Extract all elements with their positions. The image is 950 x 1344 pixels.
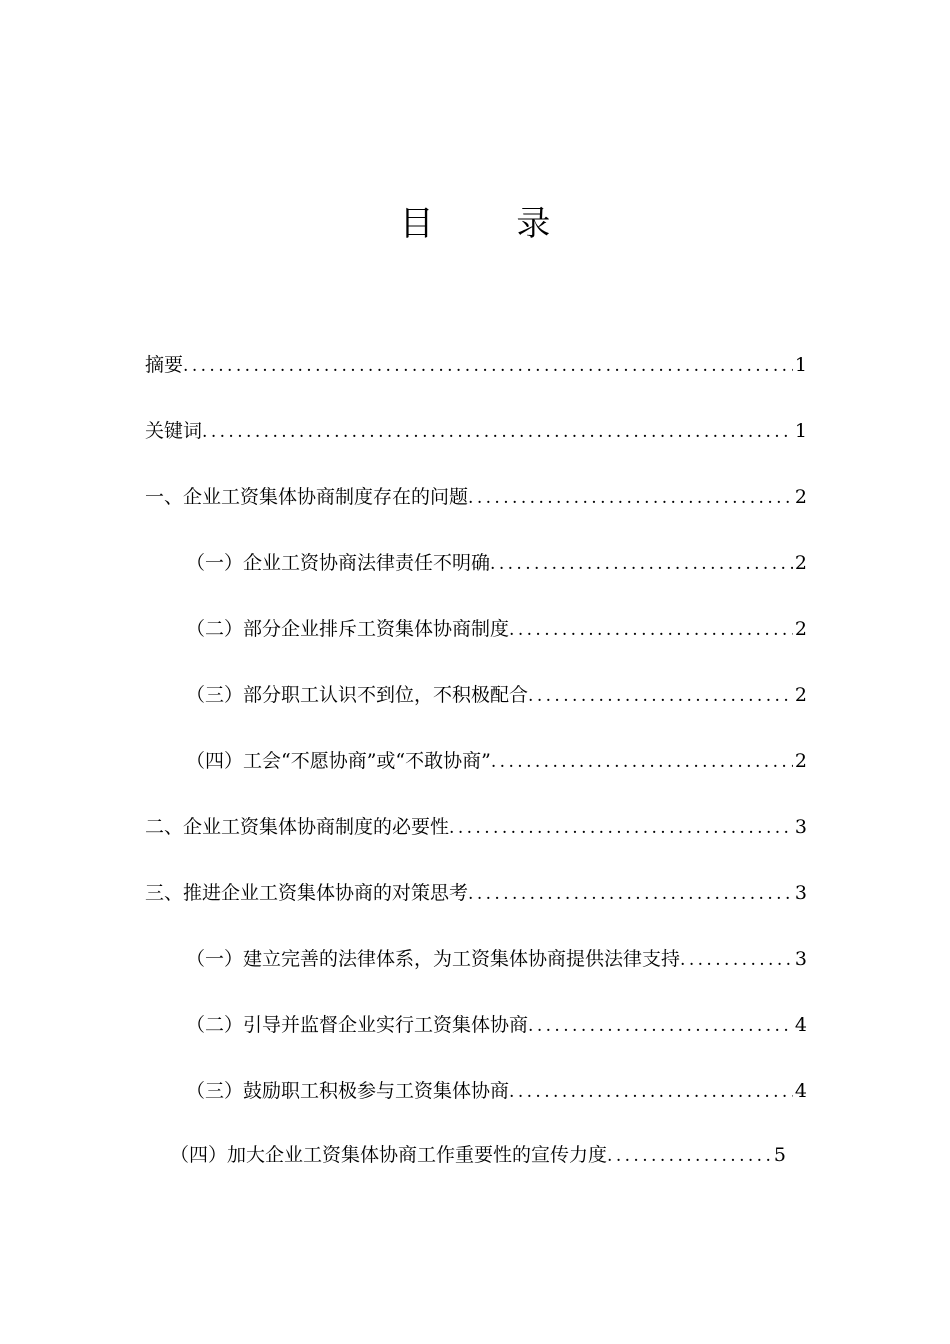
toc-entry-text: （三）部分职工认识不到位，不积极配合 [186, 684, 529, 706]
toc-dot-leader [202, 415, 793, 448]
toc-entry-text: （二）部分企业排斥工资集体协商制度 [186, 618, 510, 640]
toc-page-number: 1 [794, 420, 807, 442]
toc-dot-leader [183, 349, 793, 382]
toc-entry-section-1-3[interactable] [186, 678, 807, 712]
toc-entry-text: 摘要 [145, 354, 184, 376]
toc-entry-section-1-2[interactable] [186, 612, 807, 646]
toc-entry-text: （三）鼓励职工积极参与工资集体协商 [186, 1080, 510, 1102]
toc-entry-section-2[interactable] [145, 810, 807, 844]
toc-entry-abstract[interactable] [145, 348, 807, 382]
toc-page-number: 2 [794, 552, 807, 574]
toc-entry-section-1-4[interactable] [186, 744, 807, 778]
toc-entry-keywords[interactable] [145, 414, 807, 448]
toc-entry-text: 一、企业工资集体协商制度存在的问题 [145, 486, 469, 508]
toc-dot-leader [680, 943, 793, 976]
toc-entry-text: （一）建立完善的法律体系，为工资集体协商提供法律支持 [186, 948, 681, 970]
toc-entry-section-3[interactable] [145, 876, 807, 910]
toc-dot-leader [490, 547, 793, 580]
toc-dot-leader [528, 1009, 793, 1042]
toc-page-number: 1 [794, 354, 807, 376]
toc-entry-text: 三、推进企业工资集体协商的对策思考 [145, 882, 469, 904]
toc-entry-section-1-1[interactable] [186, 546, 807, 580]
toc-entry-section-3-1[interactable] [186, 942, 807, 976]
toc-entry-text: （四）工会“不愿协商”或“不敢协商” [186, 750, 491, 772]
toc-dot-leader [491, 745, 793, 778]
toc-entry-text: 二、企业工资集体协商制度的必要性 [145, 816, 450, 838]
toc-dot-leader [509, 1075, 793, 1108]
toc-entry-section-3-3[interactable] [186, 1074, 807, 1108]
toc-page-number: 4 [794, 1014, 807, 1036]
toc-entry-text: （二）引导并监督企业实行工资集体协商 [186, 1014, 529, 1036]
toc-entry-section-1[interactable] [145, 480, 807, 514]
toc-entry-text: （一）企业工资协商法律责任不明确 [186, 552, 491, 574]
toc-entry-text: （四）加大企业工资集体协商工作重要性的宣传力度 [170, 1144, 608, 1166]
toc-entry-section-3-4[interactable] [170, 1138, 786, 1172]
toc-page-number: 2 [794, 618, 807, 640]
toc-page-number: 3 [794, 816, 807, 838]
toc-page-number: 2 [794, 486, 807, 508]
toc-dot-leader [449, 811, 793, 844]
toc-page-number: 5 [773, 1144, 786, 1166]
toc-dot-leader [528, 679, 793, 712]
toc-entry-section-3-2[interactable] [186, 1008, 807, 1042]
toc-page-number: 2 [794, 684, 807, 706]
toc-page-number: 3 [794, 948, 807, 970]
toc-entry-text: 关键词 [145, 420, 203, 442]
toc-dot-leader [468, 877, 793, 910]
toc-dot-leader [468, 481, 793, 514]
toc-page-number: 3 [794, 882, 807, 904]
page-title: 目 录 [399, 204, 587, 244]
toc-dot-leader [607, 1139, 772, 1172]
toc-page-number: 2 [794, 750, 807, 772]
toc-dot-leader [509, 613, 793, 646]
toc-page-number: 4 [794, 1080, 807, 1102]
